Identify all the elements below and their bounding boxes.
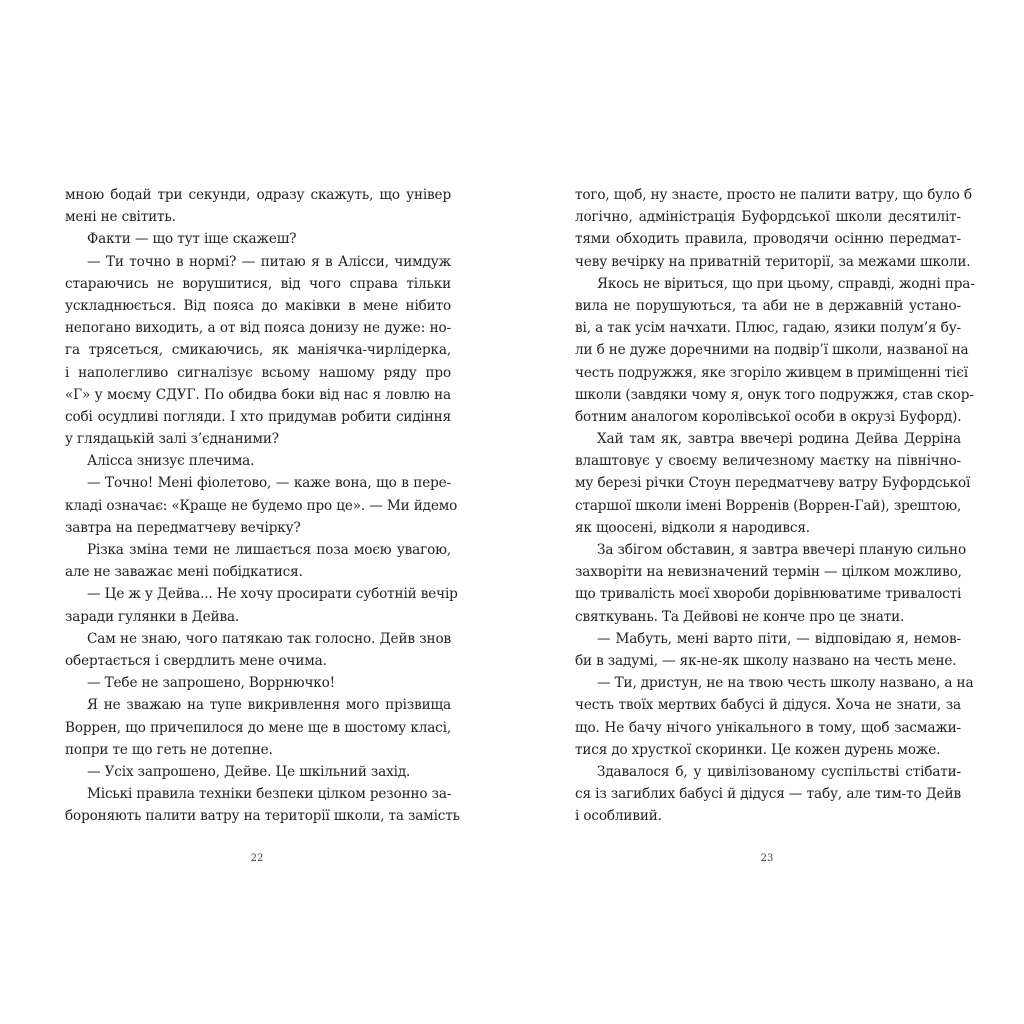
text-line: Сам не знаю, чого патякаю так голосно. Дейв знов	[87, 630, 451, 647]
text-line: Факти — що тут іще скажеш?	[87, 231, 297, 248]
text-line: що тривалість моєї хвороби дорівнюватиме тривалості	[575, 586, 962, 603]
text-line: тися до хрусткої скоринки. Це кожен дурень може.	[575, 741, 941, 758]
text-line: як щоосені, відколи я народився.	[575, 519, 810, 536]
text-line: обертається і свердлить мене очима.	[65, 652, 327, 669]
text-line: бороняють палити ватру на території школи, та замість	[65, 808, 460, 825]
text-line: логічно, адміністрація Буфордської школи десятиліт-	[575, 209, 961, 226]
text-line: вила не порушуються, та аби не в державній устано-	[575, 297, 961, 314]
right-page-text	[575, 184, 975, 827]
text-line: «Г» у моєму СДУГ. По обидва боки від нас я ловлю на	[65, 386, 451, 403]
text-line: Я не зважаю на тупе викривлення мого прізвища	[87, 697, 451, 714]
text-line: ботним аналогом королівської особи в окрузі Буфорд).	[575, 408, 962, 425]
text-line: га трясеться, смикаючись, як маніячка-чирлідерка,	[65, 342, 451, 359]
text-line: — Тебе не запрошено, Воррнючко!	[87, 675, 335, 692]
text-line: Різка зміна теми не лишається поза моєю увагою,	[87, 542, 451, 558]
text-line: му березі річки Стоун передматчеву ватру Буфордської	[575, 475, 971, 492]
text-line: честь твоїх мертвих бабусі й дідуся. Хоча не знати, за	[575, 697, 961, 714]
text-line: ся із загиблих бабусі й дідуся — табу, але тим-то Дейв	[575, 786, 961, 803]
text-line: Хай там як, завтра ввечері родина Дейва Дерріна	[597, 431, 961, 448]
text-line: честь подружжя, яке згоріло живцем в приміщенні тієї	[575, 364, 968, 381]
text-line: ві, а так усім начхати. Плюс, гадаю, язики полум’я бу-	[575, 320, 961, 337]
text-line: захворіти на невизначений термін — цілком можливо,	[575, 564, 962, 581]
text-line: влаштовує у своєму величезному маєтку на північно-	[575, 453, 961, 470]
text-line: школи (завдяки чому я, онук того подружжя, став скор-	[575, 386, 974, 403]
left-page-text	[65, 184, 460, 827]
text-line: того, щоб, ну знаєте, просто не палити ватру, що було б	[575, 187, 972, 203]
text-line: Алісса знизує плечима.	[87, 453, 255, 470]
text-line: непогано виходить, а от від пояса донизу не дуже: но-	[65, 320, 451, 337]
text-line: За збігом обставин, я завтра ввечері планую сильно	[597, 542, 967, 558]
page-number-left: 22	[250, 853, 264, 864]
text-line: мені не світить.	[65, 209, 176, 226]
text-line: мною бодай три секунди, одразу скажуть, що універ	[65, 187, 451, 203]
text-line: Здавалося б, у цивілізованому суспільстві стібати-	[597, 763, 961, 780]
text-line: попри те що геть не дотепне.	[65, 741, 273, 758]
text-line: — Точно! Мені фіолетово, — каже вона, що в пере-	[87, 475, 451, 492]
text-line: заради гулянки в Дейва.	[65, 608, 240, 625]
text-line: — Мабуть, мені варто піти, — відповідаю я, немов-	[597, 630, 961, 647]
text-line: у глядацькій залі з’єднаними?	[65, 431, 279, 448]
text-line: завтра на передматчеву вечірку?	[65, 519, 301, 536]
text-line: кладі означає: «Краще не будемо про це». — Ми йдемо	[65, 497, 458, 514]
text-line: ускладнюється. Від пояса до маківки в мене нібито	[65, 297, 451, 314]
text-line: стараючись не ворушитися, від чого справа тільки	[65, 275, 451, 292]
text-line: чеву вечірку на приватній території, за межами школи.	[575, 253, 971, 270]
text-line: тями обходить правила, проводячи осінню передмат-	[575, 231, 961, 248]
text-line: але не заважає мені побідкатися.	[65, 564, 303, 581]
text-line: що. Не бачу нічого унікального в тому, щоб засмажи-	[575, 719, 961, 736]
text-line: — Ти точно в нормі? — питаю я в Алісси, чимдуж	[87, 253, 451, 270]
text-line: і наполегливо сигналізує всьому нашому ряду про	[65, 364, 451, 381]
text-line: Воррен, що причепилося до мене ще в шостому класі,	[65, 719, 451, 736]
text-line: — Усіх запрошено, Дейве. Це шкільний захід.	[87, 763, 411, 780]
text-line: і особливий.	[575, 808, 662, 825]
text-line: би в задумі, — як-не-як школу названо на честь мене.	[575, 652, 957, 669]
text-line: — Ти, дристун, не на твою честь школу названо, а на	[597, 675, 974, 692]
text-line: старшої школи імені Ворренів (Воррен-Гай), зрештою,	[575, 497, 962, 514]
text-line: Міські правила техніки безпеки цілком резонно за-	[87, 786, 452, 803]
text-line: собі осудливі погляди. І хто придумав робити сидіння	[65, 408, 451, 425]
text-line: ли б не дуже доречними на подвір’ї школи, названої на	[575, 342, 969, 359]
text-line: Якось не віриться, що при цьому, справді, жодні пра-	[597, 275, 975, 292]
text-line: — Це ж у Дейва... Не хочу просирати суботній вечір	[87, 586, 458, 603]
page-number-right: 23	[760, 853, 774, 864]
text-line: святкувань. Та Дейвові не конче про це знати.	[575, 608, 905, 625]
